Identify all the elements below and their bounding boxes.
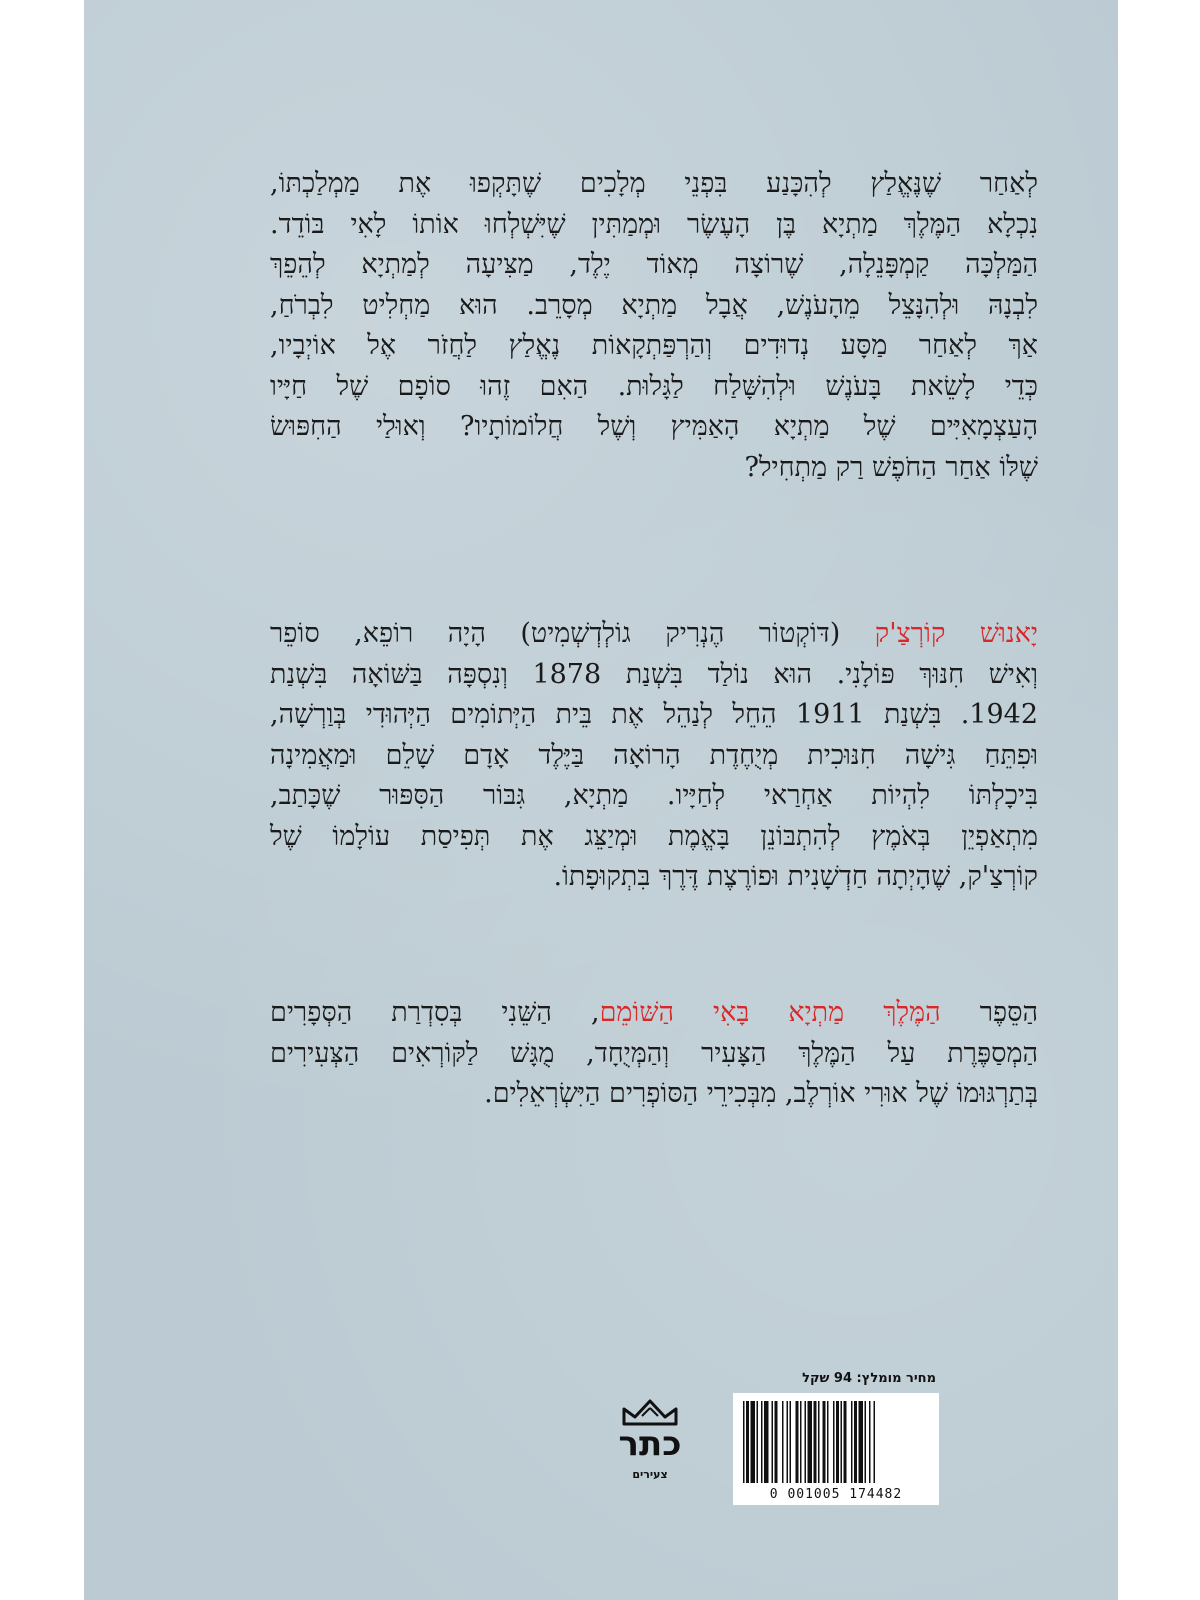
book-title: הַמֶּלֶךְ מַתְיָא בָּאִי הַשּׁוֹמֵם <box>599 997 941 1028</box>
barcode-bar <box>782 1401 784 1483</box>
price-label: מחיר מומלץ: 94 שקל <box>802 1371 936 1386</box>
author-bio-line: בִּיכָלְתּוֹ לִהְיוֹת אַחְרַאי לְחַיָּיו. מַתְיָא, גִּבּוֹר הַסִּפּוּר שֶׁכָּתַב, <box>270 780 1038 811</box>
crown-icon <box>618 1398 682 1426</box>
publisher-logo <box>618 1398 682 1502</box>
series-note-line: בְּתַרְגּוּמוֹ שֶׁל אוּרִי אוֹרְלֶב, מִבְּכִירֵי הַסּוֹפְרִים הַיִּשְׂרְאֵלִים. <box>484 1078 1038 1109</box>
author-name: יָאנוּשׁ קוֹרְצַ'ק <box>874 618 1038 649</box>
barcode-bar <box>787 1401 789 1483</box>
series-note-line-rest: , הַשֵּׁנִי בְּסִדְרַת הַסְּפָרִים <box>270 997 600 1028</box>
synopsis-line: הָעַצְמָאִיִּים שֶׁל מַתְיָא הָאַמִּיץ וְשֶׁל חֲלוֹמוֹתָיו? וְאוּלַי הַחִפּוּשׂ <box>270 411 1038 442</box>
barcode-bar <box>796 1401 799 1483</box>
barcode-bar <box>808 1401 813 1483</box>
barcode-bar <box>800 1401 802 1483</box>
barcode-bar <box>869 1401 871 1483</box>
barcode-bar <box>814 1401 817 1483</box>
barcode-bar <box>761 1401 763 1483</box>
barcode-bars <box>741 1401 931 1483</box>
series-note-prefix: הַסֵּפֶר <box>940 997 1038 1028</box>
barcode-bar <box>841 1401 843 1483</box>
barcode-bar <box>751 1401 756 1483</box>
barcode-bar <box>743 1401 745 1483</box>
synopsis-paragraph <box>270 164 1038 488</box>
barcode-number: 0 001005 174482 <box>769 1487 903 1502</box>
synopsis-line: אַךְ לְאַחַר מַסָּע נְדוּדִים וְהַרְפַּתְקָאוֹת נֶאֱלַץ לַחֲזֹר אֶל אוֹיְבָיו, <box>270 330 1038 361</box>
barcode-bar <box>775 1401 778 1483</box>
barcode-bar <box>823 1401 826 1483</box>
author-bio-line: וְאִישׁ חִנּוּךְ פּוֹלָנִי. הוּא נוֹלַד בִּשְׁנַת 1878 וְנִסְפָּה בַּשּׁוֹאָה בִּשְׁנַת <box>270 658 1038 690</box>
author-bio-line: מִתְאַפְיֵן בְּאֹמֶץ לְהִתְבּוֹנֵן בָּאֱמֶת וּמְיַצֵּג אֶת תְּפִיסַת עוֹלָמוֹ שֶׁל <box>270 820 1038 852</box>
barcode-bar <box>865 1401 867 1483</box>
author-bio-line-rest: (דּוֹקְטוֹר הֶנְרִיק גוֹלְדְשְׁמִיט) הָיָה רוֹפֵא, סוֹפֵר <box>270 618 841 649</box>
author-bio-paragraph <box>270 614 1038 898</box>
series-note-line <box>270 993 1038 1034</box>
synopsis-line: שֶׁלּוֹ אַחַר הַחֹפֶשׁ רַק מַתְחִיל? <box>744 451 1038 483</box>
barcode-bar <box>851 1401 853 1483</box>
barcode-bar <box>818 1401 820 1483</box>
barcode-bar <box>805 1401 807 1483</box>
series-note-paragraph <box>270 993 1038 1115</box>
barcode-bar <box>757 1401 759 1483</box>
author-bio-line: וּפִתֵּחַ גִּישָׁה חִנּוּכִית מְיֻחֶדֶת הָרוֹאָה בַּיֶּלֶד אָדָם שָׁלֵם וּמַאֲמִינָה <box>270 739 1038 771</box>
publisher-subtitle: צעירים <box>632 1468 668 1481</box>
synopsis-line: לִבְנָהּ וּלְהִנָּצֵל מֵהָעֹנֶשׁ, אֲבָל מַתְיָא מְסָרֵב. הוּא מַחְלִיט לִבְרֹחַ, <box>270 289 1038 321</box>
barcode-bar <box>746 1401 749 1483</box>
author-bio-line <box>270 614 1038 655</box>
publisher-name: כתר <box>618 1424 682 1464</box>
barcode-bar <box>764 1401 769 1483</box>
synopsis-line: הַמַּלְכָּה קַמְפָּנֵלָה, שֶׁרוֹצָה מְאוֹד יֶלֶד, מַצִּיעָה לְמַתְיָא לְהֵפֵךְ <box>270 249 1038 280</box>
barcode-bar <box>790 1401 792 1483</box>
barcode <box>733 1393 939 1505</box>
barcode-bar <box>772 1401 774 1483</box>
barcode-bar <box>854 1401 857 1483</box>
author-bio-line: קוֹרְצַ'ק, שֶׁהָיְתָה חַדְשָׁנִית וּפוֹרֶצֶת דֶּרֶךְ בִּתְקוּפָתוֹ. <box>553 861 1038 892</box>
synopsis-line: לְאַחַר שֶׁנֶּאֱלַץ לְהִכָּנַע בִּפְנֵי מְלָכִים שֶׁתָּקְפוּ אֶת מַמְלַכְתּוֹ, <box>270 168 1038 199</box>
barcode-bar <box>836 1401 839 1483</box>
series-note-line: הַמְסַפֶּרֶת עַל הַמֶּלֶךְ הַצָּעִיר וְהַמְּיֻחָד, מֻגָּשׁ לַקּוֹרְאִים הַצְּעִירִים <box>270 1037 1038 1069</box>
barcode-bar <box>859 1401 864 1483</box>
synopsis-line: כְּדֵי לָשֵׂאת בָּעֹנֶשׁ וּלְהִשָּׁלַח לַגָּלוּת. הַאִם זֶהוּ סוֹפָם שֶׁל חַיָּיו <box>270 370 1038 402</box>
barcode-bar <box>874 1401 876 1483</box>
barcode-bar <box>827 1401 829 1483</box>
barcode-bar <box>833 1401 835 1483</box>
synopsis-line: נִכְלָא הַמֶּלֶךְ מַתְיָא בֶּן הָעֶשֶׂר וּמְמַתִּין שֶׁיִּשְׁלְחוּ אוֹתוֹ לָאִי בּוֹדֵד. <box>270 208 1038 240</box>
author-bio-line: 1942. בִּשְׁנַת 1911 הֵחֵל לְנַהֵל אֶת בֵּית הַיְּתוֹמִים הַיְּהוּדִי בְּוַרְשָׁה, <box>270 699 1038 730</box>
barcode-bar <box>844 1401 847 1483</box>
